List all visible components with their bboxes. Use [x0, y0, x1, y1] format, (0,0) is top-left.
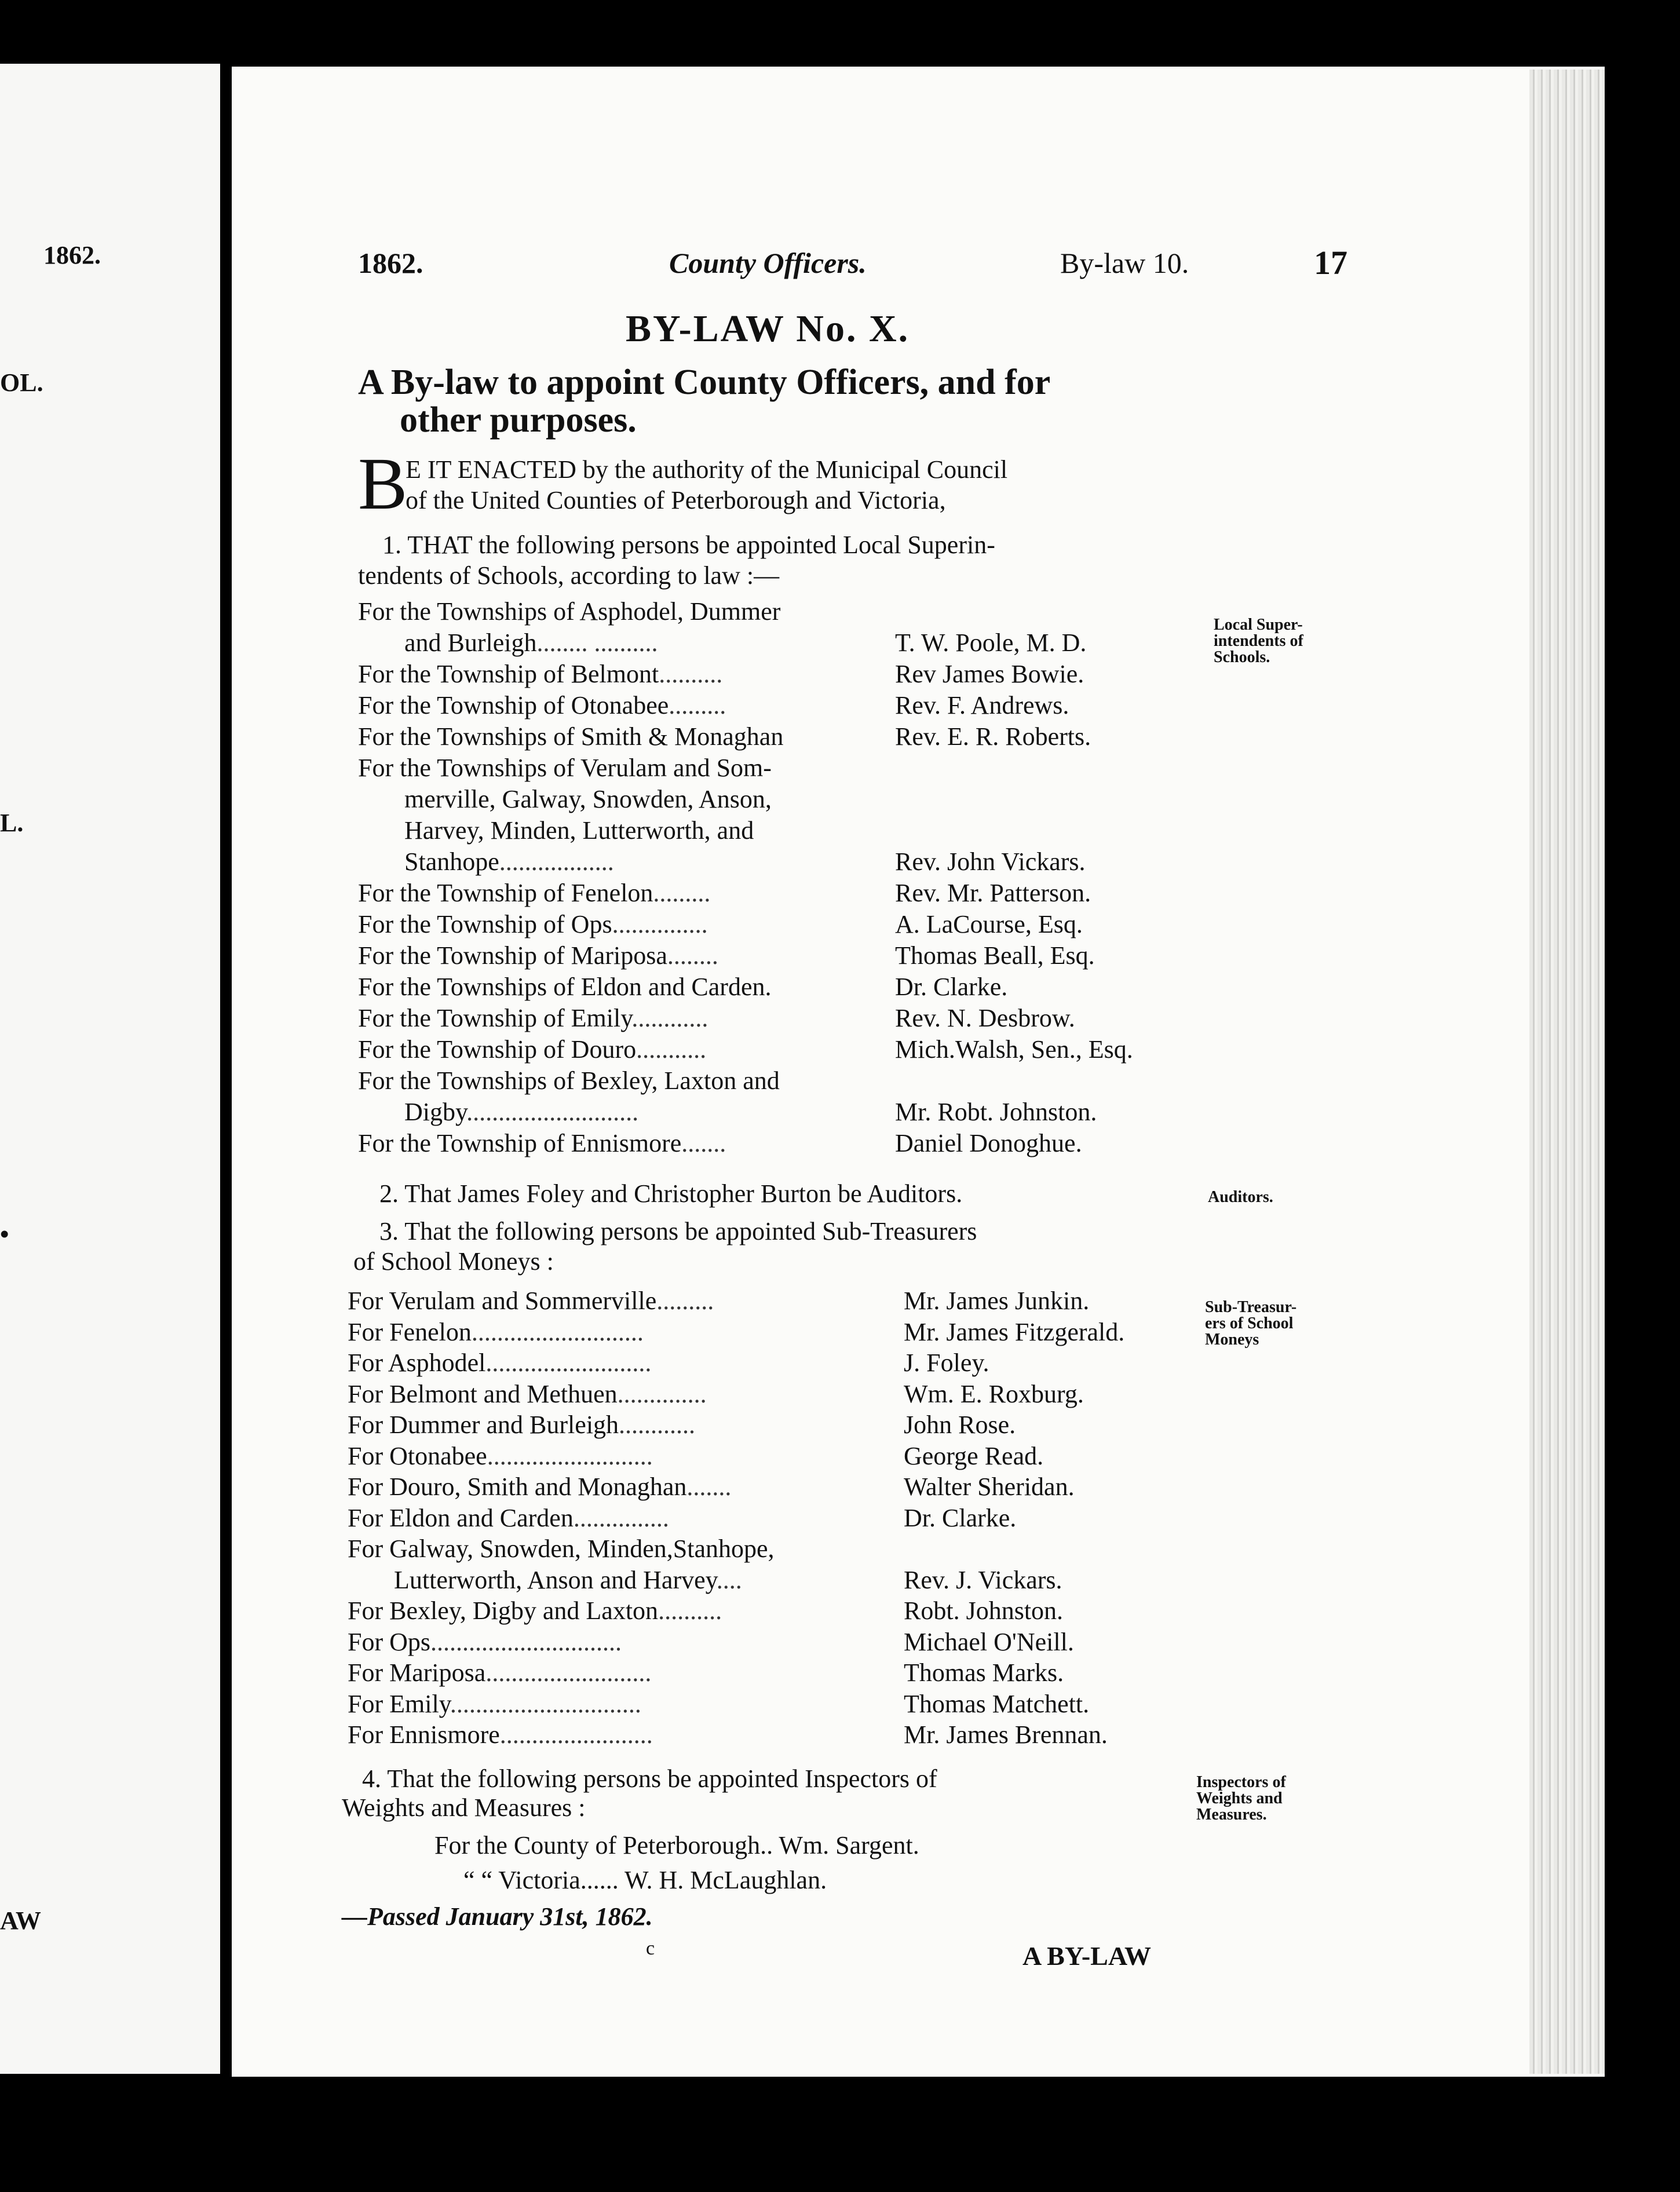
superintendent-entry-value: Thomas Beall, Esq. — [895, 941, 1095, 970]
sub-treasurer-entry-value: Rev. J. Vickars. — [904, 1565, 1062, 1594]
superintendent-entry-label-group — [358, 597, 780, 626]
sub-treasurer-entry-value: Robt. Johnston. — [904, 1596, 1064, 1625]
page-number: 17 — [1314, 244, 1347, 282]
superintendent-entry-label-group — [404, 628, 658, 657]
sub-treasurer-entry-label: For Mariposa — [348, 1658, 486, 1687]
bylaw-subtitle: other purposes. — [400, 400, 637, 440]
dot-leader: .......................... — [485, 1349, 652, 1377]
dot-leader: ......... — [653, 879, 711, 907]
superintendent-entry-label: merville, Galway, Snowden, Anson, — [404, 785, 772, 813]
section-3-heading: of School Moneys : — [353, 1247, 554, 1276]
facing-page-year: 1862. — [43, 241, 101, 269]
facing-page-fragment: AW — [0, 1906, 41, 1935]
running-title: County Officers. — [669, 247, 867, 279]
dot-leader: ........................ — [499, 1720, 653, 1749]
superintendent-entry-label: For the Townships of Smith & Monaghan — [358, 722, 784, 751]
dot-leader: .......................... — [487, 1441, 653, 1470]
passed-date: —Passed January 31st, 1862. — [342, 1902, 653, 1931]
superintendent-entry-label: For the Townships of Verulam and Som- — [358, 754, 772, 782]
dot-leader: ........... — [636, 1035, 707, 1064]
superintendent-entry-label-group — [358, 1003, 708, 1033]
dot-leader: .................. — [499, 847, 614, 876]
sub-treasurer-entry-label: For Galway, Snowden, Minden,Stanhope, — [348, 1535, 775, 1563]
sub-treasurer-entry-value: George Read. — [904, 1441, 1044, 1470]
superintendent-entry-label: For the Township of Ennismore — [358, 1129, 682, 1157]
sub-treasurer-entry-label-group — [348, 1627, 622, 1657]
superintendent-entry-value: Rev. Mr. Patterson. — [895, 879, 1091, 907]
facing-page — [0, 64, 220, 2074]
dot-leader: .............................. — [430, 1627, 622, 1656]
superintendent-entry-label-group — [404, 1097, 638, 1127]
sub-treasurer-entry-label-group — [348, 1658, 651, 1687]
bylaw-reference: By-law 10. — [1060, 247, 1189, 279]
dot-leader: ......... — [669, 691, 726, 719]
superintendent-entry-value: A. LaCourse, Esq. — [895, 910, 1083, 938]
dot-leader: .... — [716, 1565, 742, 1594]
superintendent-entry-value: Rev. John Vickars. — [895, 847, 1086, 876]
dot-leader: ........................... — [466, 1098, 639, 1126]
sub-treasurer-entry-label-group — [348, 1720, 653, 1749]
sub-treasurer-entry-label-group — [348, 1472, 731, 1501]
inspector-entry — [434, 1831, 919, 1860]
sub-treasurer-entry-label-group — [348, 1503, 669, 1533]
sub-treasurer-entry-label-group — [348, 1534, 775, 1563]
superintendent-entry-label-group — [358, 659, 722, 689]
superintendent-entry-label: For the Townships of Eldon and Carden. — [358, 973, 772, 1001]
page-edge — [1529, 70, 1605, 2074]
superintendent-entry-value: Daniel Donoghue. — [895, 1129, 1082, 1157]
sub-treasurer-entry-value: Thomas Matchett. — [904, 1689, 1090, 1718]
sub-treasurer-entry-label: For Ops — [348, 1627, 431, 1656]
dot-leader: ........ .......... — [536, 629, 658, 657]
dot-leader: ........................... — [471, 1317, 644, 1346]
header-year: 1862. — [358, 247, 423, 279]
signature-mark: c — [646, 1938, 655, 1959]
facing-page-fragment: • — [0, 1220, 9, 1248]
superintendent-entry-label-group — [358, 1035, 706, 1064]
inspector-district: For the County of Peterborough.. — [434, 1831, 773, 1859]
dot-leader: .............................. — [450, 1689, 641, 1718]
superintendent-entry-label-group — [358, 722, 783, 751]
inspector-entry — [463, 1865, 827, 1895]
superintendent-entry-label-group — [358, 941, 718, 970]
section-3-heading: 3. That the following persons be appointed Sub-Treasurers — [379, 1217, 977, 1245]
superintendent-entry-label-group — [358, 1128, 726, 1158]
catchword: A BY-LAW — [1022, 1941, 1151, 1971]
bylaw-subtitle: A By-law to appoint County Officers, and for — [358, 363, 1051, 402]
superintendent-entry-label-group — [404, 784, 772, 814]
inspector-district: “ “ Victoria...... — [463, 1866, 619, 1894]
superintendent-entry-value: T. W. Poole, M. D. — [895, 629, 1087, 657]
sub-treasurer-entry-value: Michael O'Neill. — [904, 1627, 1074, 1656]
superintendent-entry-label-group — [358, 691, 726, 720]
superintendent-entry-value: Rev. F. Andrews. — [895, 691, 1069, 719]
facing-page-fragment: L. — [0, 809, 24, 837]
dot-leader: ....... — [681, 1129, 726, 1157]
sub-treasurer-entry-value: Dr. Clarke. — [904, 1503, 1017, 1532]
superintendent-entry-label-group — [404, 816, 754, 845]
superintendent-entry-label: For the Township of Belmont — [358, 660, 659, 688]
sub-treasurer-entry-label-group — [348, 1596, 722, 1625]
superintendent-entry-label: For the Townships of Asphodel, Dummer — [358, 597, 781, 626]
superintendent-entry-label-group — [358, 753, 772, 783]
superintendent-entry-label-group — [358, 909, 708, 939]
margin-note-inspectors: Inspectors of Weights and Measures. — [1196, 1773, 1286, 1824]
sub-treasurer-entry-label: For Emily — [348, 1689, 450, 1718]
sub-treasurer-entry-label: For Fenelon — [348, 1317, 472, 1346]
dot-leader: .......... — [659, 660, 723, 688]
sub-treasurer-entry-label: For Otonabee — [348, 1441, 487, 1470]
dot-leader: .......... — [658, 1596, 722, 1625]
sub-treasurer-entry-value: John Rose. — [904, 1411, 1016, 1439]
sub-treasurer-entry-label: For Dummer and Burleigh — [348, 1411, 619, 1439]
dot-leader: ........ — [667, 941, 718, 970]
superintendent-entry-label-group — [358, 1066, 780, 1095]
superintendent-entry-label-group — [358, 972, 771, 1002]
superintendent-entry-value: Mr. Robt. Johnston. — [895, 1098, 1097, 1126]
sub-treasurer-entry-value: Wm. E. Roxburg. — [904, 1379, 1084, 1408]
superintendent-entry-label: For the Townships of Bexley, Laxton and — [358, 1066, 780, 1095]
section-1-heading: tendents of Schools, according to law :— — [358, 561, 780, 590]
superintendent-entry-label: Harvey, Minden, Lutterworth, and — [404, 816, 754, 845]
sub-treasurer-entry-value: Mr. James Fitzgerald. — [904, 1317, 1125, 1346]
sub-treasurer-entry-label: For Belmont and Methuen — [348, 1379, 618, 1408]
dot-leader: ....... — [686, 1473, 732, 1501]
sub-treasurer-entry-label: For Eldon and Carden — [348, 1503, 574, 1532]
superintendent-entry-value: Mich.Walsh, Sen., Esq. — [895, 1035, 1133, 1064]
superintendent-entry-value: Dr. Clarke. — [895, 973, 1008, 1001]
superintendent-entry-label: For the Township of Mariposa — [358, 941, 667, 970]
sub-treasurer-entry-label: For Ennismore — [348, 1720, 500, 1749]
drop-cap: B — [358, 443, 408, 525]
sub-treasurer-entry-label-group — [348, 1348, 651, 1378]
superintendent-entry-label: For the Township of Fenelon — [358, 879, 653, 907]
superintendent-entry-label: and Burleigh — [404, 629, 537, 657]
sub-treasurer-entry-label-group — [348, 1441, 653, 1471]
section-4-heading: 4. That the following persons be appointed Inspectors of — [362, 1764, 937, 1793]
sub-treasurer-entry-label: For Douro, Smith and Monaghan — [348, 1473, 687, 1501]
sub-treasurer-entry-value: Walter Sheridan. — [904, 1473, 1075, 1501]
superintendent-entry-label: Stanhope — [404, 847, 499, 876]
margin-note-sub-treasurers: Sub-Treasur- ers of School Moneys — [1205, 1298, 1297, 1349]
bylaw-title: BY-LAW No. X. — [626, 308, 910, 350]
margin-note-superintendents: Local Super- intendents of Schools. — [1214, 616, 1303, 666]
sub-treasurer-entry-label-group — [348, 1317, 644, 1347]
superintendent-entry-value: Rev. N. Desbrow. — [895, 1004, 1075, 1032]
superintendent-entry-label: For the Township of Douro — [358, 1035, 637, 1064]
superintendent-entry-value: Rev. E. R. Roberts. — [895, 722, 1091, 751]
superintendent-entry-label-group — [358, 878, 710, 908]
dot-leader: ............... — [612, 910, 708, 938]
section-1-heading: 1. THAT the following persons be appointed Local Superin- — [382, 531, 995, 559]
dot-leader: ......... — [656, 1287, 714, 1315]
superintendent-entry-value: Rev James Bowie. — [895, 660, 1084, 688]
dot-leader: ............... — [573, 1503, 669, 1532]
superintendent-entry-label: Digby — [404, 1098, 467, 1126]
sub-treasurer-entry-label: For Bexley, Digby and Laxton — [348, 1596, 659, 1625]
sub-treasurer-entry-label: For Asphodel — [348, 1349, 486, 1377]
margin-note-auditors: Auditors. — [1208, 1188, 1273, 1206]
facing-page-fragment: OL. — [0, 368, 43, 397]
sub-treasurer-entry-label: Lutterworth, Anson and Harvey — [394, 1565, 717, 1594]
superintendent-entry-label: For the Township of Emily — [358, 1004, 632, 1032]
inspector-name: Wm. Sargent. — [779, 1831, 919, 1859]
superintendent-entry-label-group — [404, 847, 614, 876]
dot-leader: ............ — [631, 1004, 708, 1032]
inspector-name: W. H. McLaughlan. — [624, 1866, 827, 1894]
sub-treasurer-entry-value: Mr. James Junkin. — [904, 1287, 1090, 1315]
superintendent-entry-label: For the Township of Otonabee — [358, 691, 669, 719]
sub-treasurer-entry-label-group — [394, 1565, 742, 1595]
sub-treasurer-entry-value: Thomas Marks. — [904, 1658, 1064, 1687]
sub-treasurer-entry-value: J. Foley. — [904, 1349, 989, 1377]
sub-treasurer-entry-label: For Verulam and Sommerville — [348, 1287, 657, 1315]
enacting-clause: of the United Counties of Peterborough and Victoria, — [406, 486, 946, 514]
sub-treasurer-entry-label-group — [348, 1379, 707, 1409]
dot-leader: ............ — [619, 1411, 696, 1439]
sub-treasurer-entry-label-group — [348, 1410, 695, 1440]
sub-treasurer-entry-value: Mr. James Brennan. — [904, 1720, 1108, 1749]
dot-leader: .......................... — [485, 1658, 652, 1687]
section-2: 2. That James Foley and Christopher Burton be Auditors. — [379, 1179, 963, 1208]
dot-leader: .............. — [617, 1379, 707, 1408]
section-4-heading: Weights and Measures : — [342, 1793, 586, 1822]
enacting-clause: E IT ENACTED by the authority of the Municipal Council — [406, 455, 1008, 484]
superintendent-entry-label: For the Township of Ops — [358, 910, 612, 938]
sub-treasurer-entry-label-group — [348, 1286, 714, 1316]
sub-treasurer-entry-label-group — [348, 1689, 641, 1719]
